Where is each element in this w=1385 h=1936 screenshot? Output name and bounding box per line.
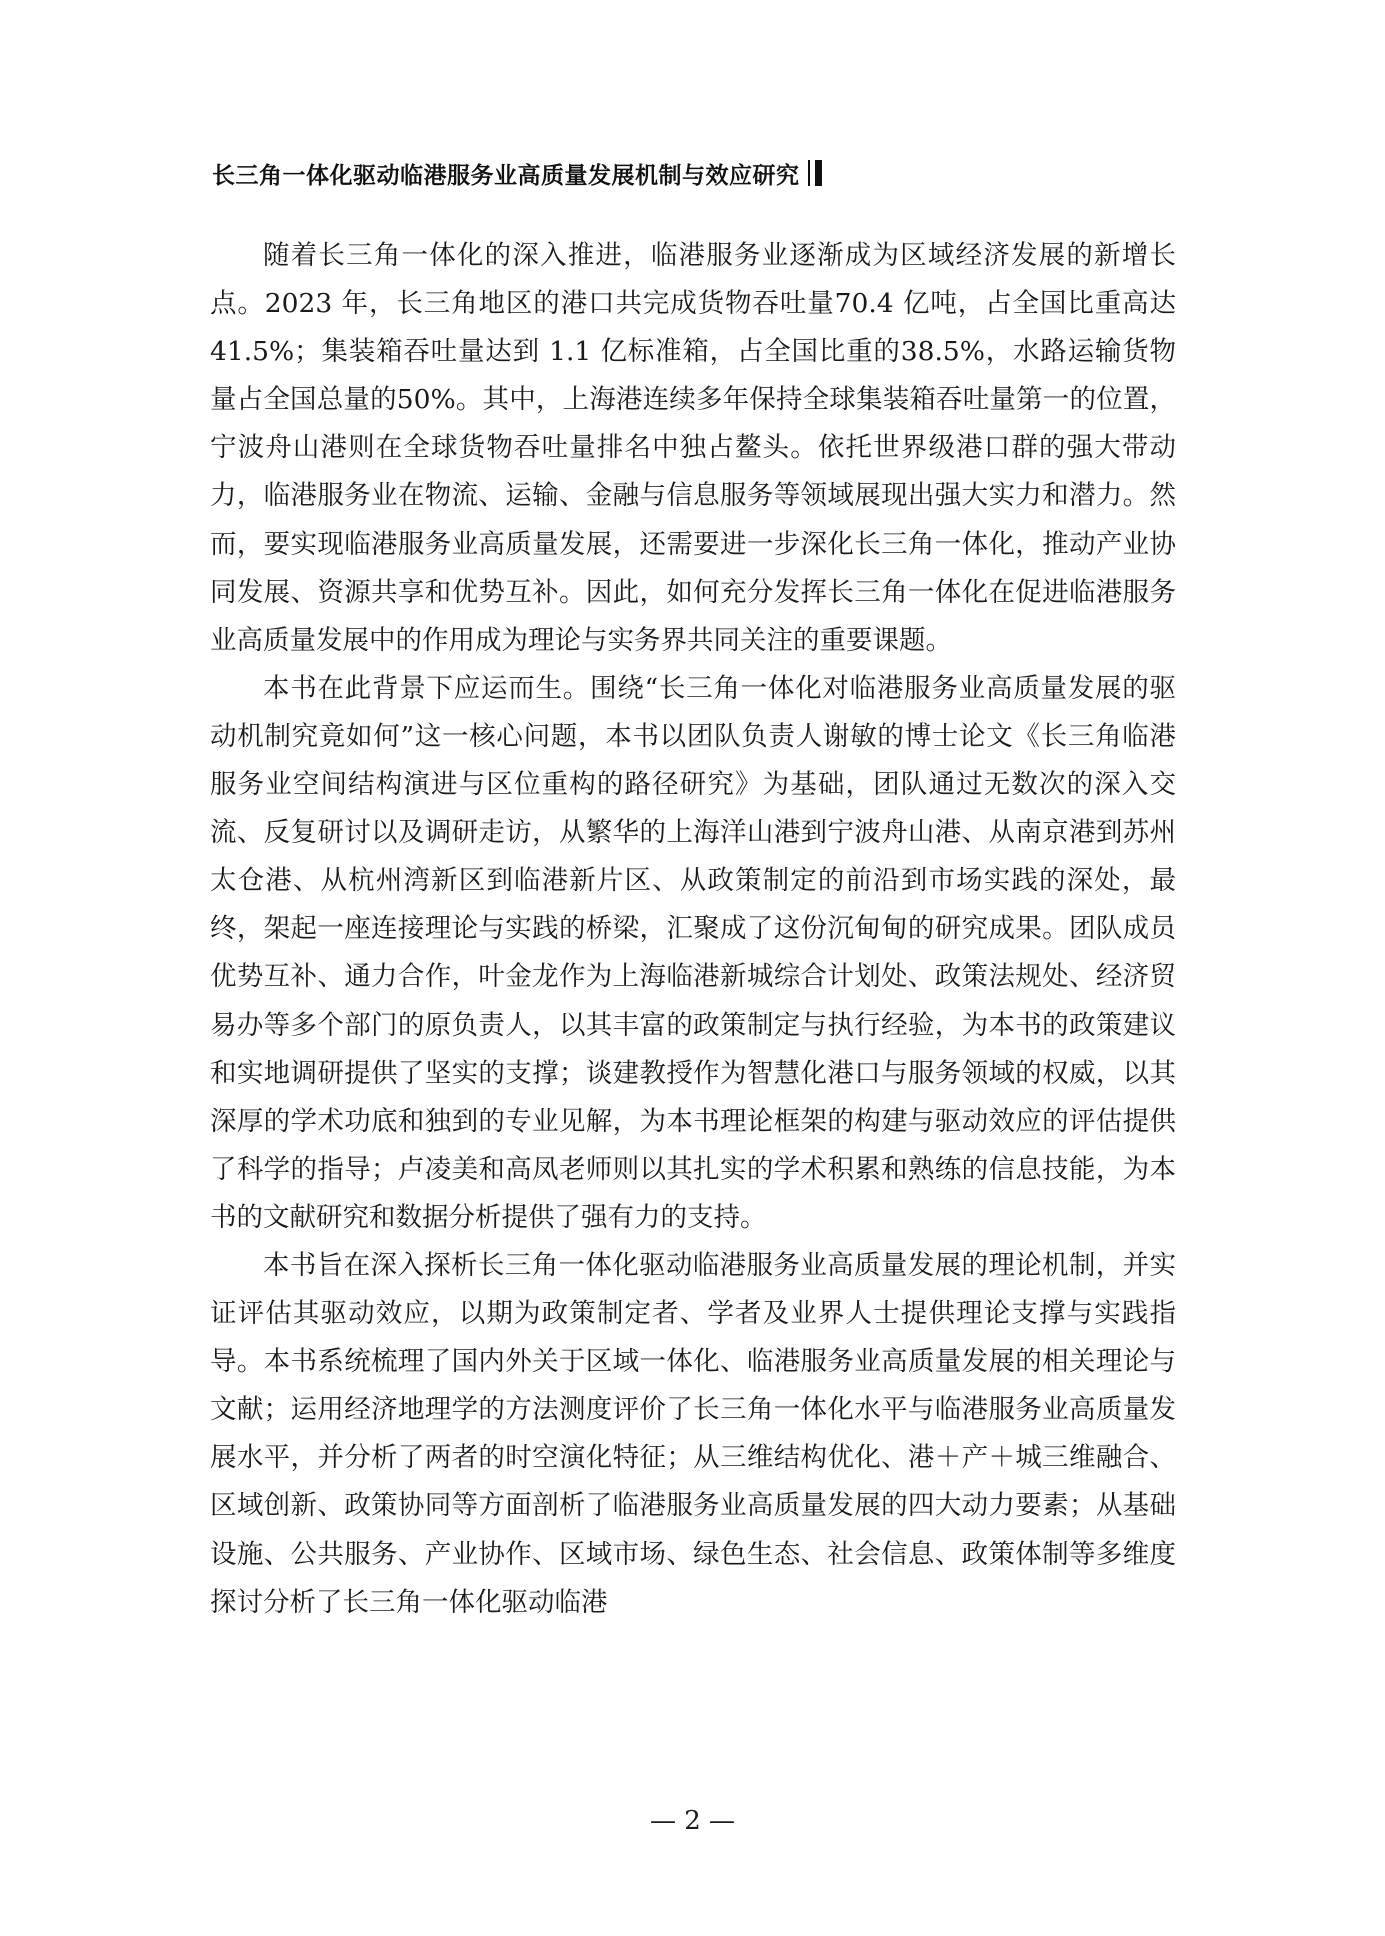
running-header-title: 长三角一体化驱动临港服务业高质量发展机制与效应研究: [212, 162, 800, 189]
header-marker-block: [815, 160, 822, 186]
header-divider: [808, 160, 810, 186]
body-text: [210, 232, 1176, 1627]
paragraph-2: 本书在此背景下应运而生。围绕“长三角一体化对临港服务业高质量发展的驱动机制究竟如何”这一核心问题，本书以团队负责人谢敏的博士论文《长三角临港服务业空间结构演进与区位重构的路径研究》为基础，团队通过无数次的深入交流、反复研讨以及调研走访，从繁华的上海洋山港到宁波舟山港、从南京港到苏州太仓港、从杭州湾新区到临港新片区、从政策制定的前沿到市场实践的深处，最终，架起一座连接理论与实践的桥梁，汇聚成了这份沉甸甸的研究成果。团队成员优势互补、通力合作，叶金龙作为上海临港新城综合计划处、政策法规处、经济贸易办等多个部门的原负责人，以其丰富的政策制定与执行经验，为本书的政策建议和实地调研提供了坚实的支撑；谈建教授作为智慧化港口与服务领域的权威，以其深厚的学术功底和独到的专业见解，为本书理论框架的构建与驱动效应的评估提供了科学的指导；卢凌美和高凤老师则以其扎实的学术积累和熟练的信息技能，为本书的文献研究和数据分析提供了强有力的支持。: [210, 672, 1176, 1233]
paragraph-3: 本书旨在深入探析长三角一体化驱动临港服务业高质量发展的理论机制，并实证评估其驱动效应，以期为政策制定者、学者及业界人士提供理论支撑与实践指导。本书系统梳理了国内外关于区域一体化、临港服务业高质量发展的相关理论与文献；运用经济地理学的方法测度评价了长三角一体化水平与临港服务业高质量发展水平，并分析了两者的时空演化特征；从三维结构优化、港＋产＋城三维融合、区域创新、政策协同等方面剖析了临港服务业高质量发展的四大动力要素；从基础设施、公共服务、产业协作、区域市场、绿色生态、社会信息、政策体制等多维度探讨分析了长三角一体化驱动临港: [210, 1249, 1176, 1618]
paragraph-1: 随着长三角一体化的深入推进，临港服务业逐渐成为区域经济发展的新增长点。2023 年，长三角地区的港口共完成货物吞吐量70.4 亿吨，占全国比重高达 41.5%；集装箱吞吐量达到 1.1 亿标准箱，占全国比重的38.5%，水路运输货物量占全国总量的50%。其中，上海港连续多年保持全球集装箱吞吐量第一的位置，宁波舟山港则在全球货物吞吐量排名中独占鳌头。依托世界级港口群的强大带动力，临港服务业在物流、运输、金融与信息服务等领域展现出强大实力和潜力。然而，要实现临港服务业高质量发展，还需要进一步深化长三角一体化，推动产业协同发展、资源共享和优势互补。因此，如何充分发挥长三角一体化在促进临港服务业高质量发展中的作用成为理论与实务界共同关注的重要课题。: [210, 240, 1176, 656]
page-number: — 2 —: [649, 1806, 736, 1836]
running-header: [212, 156, 822, 190]
